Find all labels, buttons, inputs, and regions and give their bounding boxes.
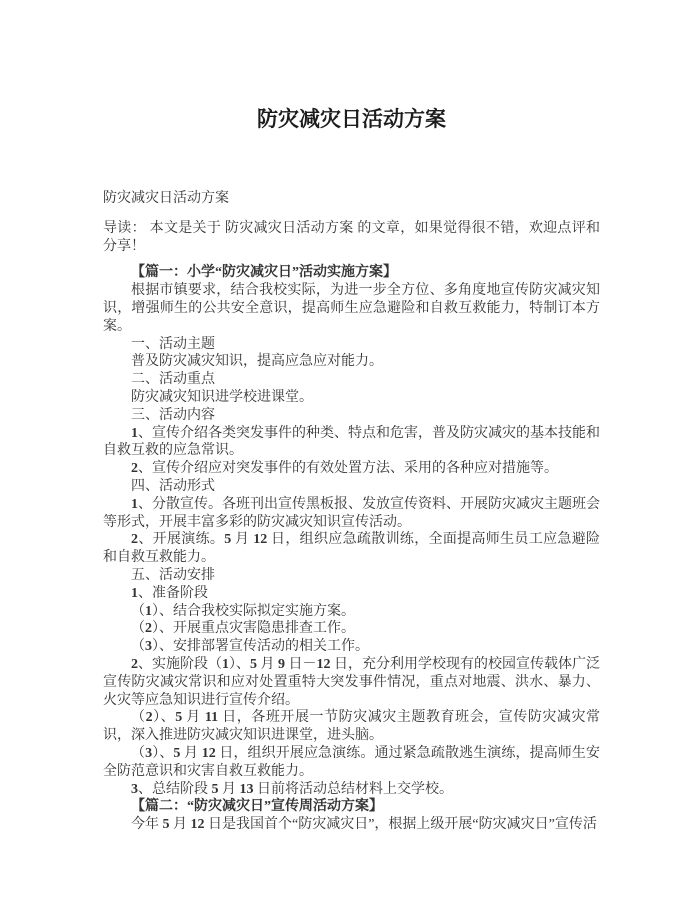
paragraph: 3、总结阶段 5 月 13 日前将活动总结材料上交学校。 bbox=[131, 781, 453, 797]
paragraph: 1、准备阶段 bbox=[131, 585, 208, 601]
paragraph: 四、活动形式 bbox=[131, 478, 215, 494]
paragraph: （1）、结合我校实际拟定实施方案。 bbox=[131, 603, 355, 619]
paragraph: 1、宣传介绍各类突发事件的种类、特点和危害，普及防灾减灾的基本技能和自救互救的应急常识。 bbox=[103, 425, 600, 459]
paragraph: （2）、开展重点灾害隐患排查工作。 bbox=[131, 621, 355, 637]
paragraph: 普及防灾减灾知识，提高应急应对能力。 bbox=[131, 354, 383, 370]
paragraph: 防灾减灾知识进学校进课堂。 bbox=[131, 389, 313, 405]
paragraph: 2、开展演练。5 月 12 日，组织应急疏散训练，全面提高师生员工应急避险和自救互救能力。 bbox=[103, 532, 601, 566]
document-title: 防灾减灾日活动方案 bbox=[257, 107, 446, 131]
paragraph: 一、活动主题 bbox=[131, 336, 215, 352]
paragraph: 今年 5 月 12 日是我国首个“防灾减灾日”，根据上级开展“防灾减灾日”宣传活 bbox=[131, 817, 597, 833]
paragraph: 2、实施阶段（1）、5 月 9 日－12 日，充分利用学校现有的校园宣传载体广泛宣传防灾减灾常识和应对处置重特大突发事件情况，重点对地震、洪水、暴力、火灾等应急知识进行宣传介绍。 bbox=[103, 656, 600, 708]
paragraph: 五、活动安排 bbox=[131, 567, 215, 583]
paragraph: （2）、5 月 11 日，各班开展一节防灾减灾主题教育班会，宣传防灾减灾常识，深入推进防灾减灾知识进课堂，进头脑。 bbox=[103, 710, 601, 744]
paragraph: 1、分散宣传。各班刊出宣传黑板报、发放宣传资料、开展防灾减灾主题班会等形式，开展丰富多彩的防灾减灾知识宣传活动。 bbox=[103, 496, 600, 530]
paragraph: 2、宣传介绍应对突发事件的有效处置方法、采用的各种应对措施等。 bbox=[131, 461, 558, 477]
intro-paragraph: 导读： 本文是关于 防灾减灾日活动方案 的文章，如果觉得很不错，欢迎点评和分享！ bbox=[103, 220, 600, 254]
paragraph: 根据市镇要求，结合我校实际，为进一步全方位、多角度地宣传防灾减灾知识，增强师生的公共安全意识，提高师生应急避险和自救互救能力，特制订本方案。 bbox=[103, 283, 600, 334]
document-subtitle: 防灾减灾日活动方案 bbox=[103, 191, 229, 206]
document-body bbox=[103, 264, 600, 834]
paragraph: （3）、安排部署宣传活动的相关工作。 bbox=[131, 639, 369, 655]
paragraph: （3）、5 月 12 日，组织开展应急演练。通过紧急疏散逃生演练，提高师生安全防范意识和灾害自救互救能力。 bbox=[103, 745, 601, 779]
paragraph: 三、活动内容 bbox=[131, 407, 215, 423]
paragraph: 二、活动重点 bbox=[131, 372, 215, 388]
section-heading: 【篇二：“防灾减灾日”宣传周活动方案】 bbox=[131, 799, 383, 815]
section-heading: 【篇一：小学“防灾减灾日”活动实施方案】 bbox=[131, 265, 397, 281]
